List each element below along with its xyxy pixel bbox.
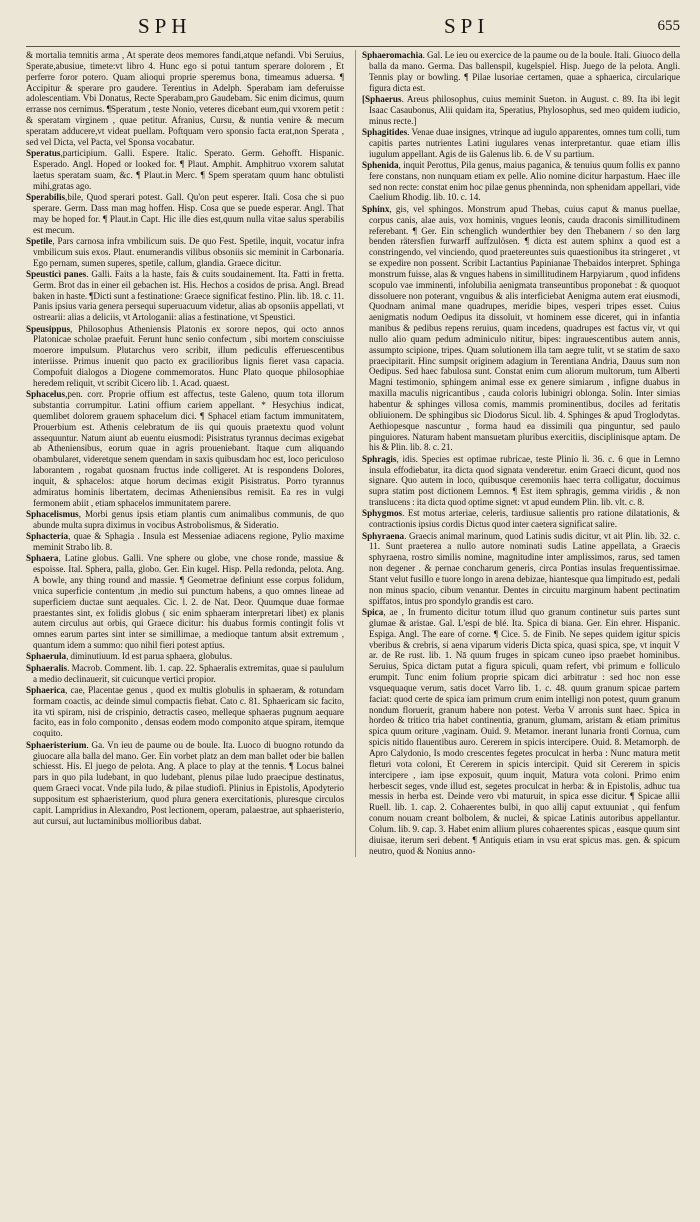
- entry-headword: Sphacelismus: [26, 508, 79, 519]
- entry-headword: Sphaeristerium: [26, 739, 87, 750]
- entry-text: . Galli. Faits a la haste, fais & cuits soudainement. Ita. Fatti in fretta. Germ. Brot das in einer eil gebachen ist. His. Hechos a cosidos de prisa. Angl. Bread baken in haste. ¶Dicti sunt a festinatione: Graece significat festino. Plin. lib. 18. c. 11. Panis ipsius varia genera persequi superuacuum videtur, alias ab opsoniis appellati, vt ostrearii: alias a deliciis, vt Artologanii: alias a festinatione, vt Speustici.: [33, 268, 344, 323]
- dictionary-entry: [26, 663, 344, 685]
- entry-headword: Speusticì panes: [26, 268, 87, 279]
- running-head-left: SPH: [138, 14, 192, 38]
- dictionary-entry: [362, 94, 680, 127]
- dictionary-entry: [26, 269, 344, 323]
- entry-text: , Morbi genus ipsis etiam plantis cum animalibus communis, de quo abunde multa supra diximus in vocibus Astrobolismus, & Sideratio.: [33, 508, 344, 530]
- entry-headword: Sphagitides: [362, 126, 408, 137]
- dictionary-entry: [26, 324, 344, 389]
- entry-headword: Spetile: [26, 235, 53, 246]
- running-head-right: SPI: [444, 14, 490, 38]
- dictionary-entry: [26, 553, 344, 651]
- entry-text: ,bile, Quod sperari potest. Gall. Qu'on peut esperer. Itali. Cosa che si puo sperare. Germ. Dass man mag hoffen. Hisp. Cosa que se puede esperar. Angl. That may be hoped for. ¶ Plaut.in Capt. Hic ille dies est,quum nulla vitae salus sperabilis est mecum.: [33, 191, 344, 235]
- dictionary-entry: [26, 651, 344, 662]
- entry-text: , ae , In frumento dicitur totum illud quo granum continetur suis partes sunt glumae & aristae. Gal. L'espi de blé. Ita. Spica di biana. Ger. Ein ehrer. Hispanic. Espiga. Angl. The eare of corne. ¶ Cice. 5. de Finib. Ne sepes quidem igitur spicis vberibus & crebris, si aena viparum videris Dicta spica, quasi spica, spe, vt inquit V ar. de Re rust. lib. 1. Nā quum fruges in spicam cuneo ipso praebet hominibus. Seruius, Spica dictam putat a figura spiculi, quam refert, vbi primum e folliculo erumpit. Tunc enim folium proprie spicam dici arbitratur : sed hoc non esse vsquequaque verum, satis docet Varro lib. 1. c. 48. quum granum spicae partem faciat: quod certe de spica iam primum crum enim intelligi non potest, quum granum nondum floruerit, granum habere non potest. Verba V arronis sunt haec. Spica in hordeo & tritico tria habet continentia, granum, glumam, aristam & etiam primitus spica quum oriture ,vaginam. Ouid. 9. Metamor. inerant lunaria fronti Cornua, cum spicis nitido flauentibus auro. Cererem in spicis intercipere. Ouid. 8. Metamorph. de Apro Calydonio, Is modo crescentes fegetes proculcat in herba : Nunc matura metit fleturi vota coloni, Et Cererem in spicis intercipit. Quid sit Cererem in spicis intercipere , iam ipse exposuit, quum inquit, Matura vota coloni. Primo enim herbescit seges, vnde illud est, segetes proculcat in herba: & in Epistolis, adhuc tua messis in herba est. Deinde vero vbi maturuit, in spica esse dicitur. ¶ Spicae allii Ruell. lib. 1. cap. 2. Cohaerentes bulbi, in quo allij caput extuuniat , qui fenfum conum nouam creant bolbolem, & nuclei, & spicae Latinis autoribus appellantur. Colum. lib. 9. cap. 3. Habet enim allium plures cohaerentes spicas , easque quum sint diuisae, iterum seri debent. ¶ Antiquis etiam in vsu erat spicus mas. gen. & spicum neutro, quod & Nonius anno-: [369, 607, 680, 856]
- entry-text: , quae & Sphagia . Insula est Messeniae adiacens regione, Pylio maxime meminit Strabo lib. 8.: [33, 531, 344, 552]
- dictionary-entry: [362, 454, 680, 508]
- dictionary-entry: [362, 127, 680, 160]
- entry-headword: Sphaeromachia: [362, 50, 423, 60]
- entry-headword: Sphaeralis: [26, 662, 68, 673]
- dictionary-entry: [26, 531, 344, 553]
- entry-text: , inquit Perottus, Pila genus, maius paganica, & tenuius quum follis ex panno fere constans, non nunquam etiam ex pelle. Alio nomine dicitur harpastum. Haec ille sed non recte: constat enim hoc pilae genus phenninda, non sphenidam appellari, vide Caelium Rhodig. lib. 10. c. 14.: [369, 159, 680, 203]
- entry-headword: Sphyraena: [362, 530, 405, 541]
- entry-text: , Latine globus. Galli. Vne sphere ou globe, vne chose ronde, massiue & espoisse. Ital. Sphera, palla, globo. Ger. Ein kugel. Hisp. Pella redonda, pelota. Ang. A bowle, any thing round and massie. ¶ Geometrae definiunt esse corpus folidum, vnica superficie contentum ,in medio sui punctum habens, a quo omnes lineae ad superficiem ductae sunt aequales. Cic. l. 2. de Nat. Deor. Quumque duae formae praestantes sint, ex folidis globus ( sic enim sphaeram interpretari libet) ex planis autem circulus aut orbis, qui Graece dicitur: his duabus formis contingit folis vt omnes earum partes sint inter se simillimae, a medioque tantum absit extremum , quantum idem a summo: quo nihil fieri potest aptius.: [33, 553, 344, 651]
- entry-headword: Sphacteria: [26, 531, 69, 542]
- text-columns: [26, 50, 680, 857]
- running-head: [26, 8, 680, 47]
- entry-headword: Sphragis: [362, 453, 397, 464]
- dictionary-entry: [362, 204, 680, 453]
- page-number: 655: [657, 18, 680, 34]
- entry-text: . Macrob. Comment. lib. 1. cap. 22. Sphaeralis extremitas, quae si paululum a medio declinauerit, sit cuicunque vertici propior.: [33, 662, 344, 684]
- dictionary-entry: [362, 508, 680, 530]
- dictionary-entry: [362, 607, 680, 856]
- left-column: [26, 50, 344, 857]
- entry-text: . Ga. Vn ieu de paume ou de boule. Ita. Luoco di buogno rotundo da giuocare alla balla del mano. Ger. Ein vorbet platz an dem man ballet oder bie ballen schiesst. His. El juego de pelota. Ang. A place to play at the tennis. ¶ Locus balnei pars in quo pila ludebant, in quo ludebant, plenus pilae ludo praecipue destinatus, quem Graeci vocat. Vnde pila ludo, & pilae studiofi. Plinius in Epistolis, Apodyterio suppositum est sphaeristerium, quod plura genera exercitationis, pluresque circulos capit. Lampridius in Alexandro, Post lectionem, operam, palaestrae, aut sphaeristerio, aut cursui, aut luctaminibus mollioribus dabat.: [33, 739, 344, 826]
- entry-headword: Sphaerica: [26, 684, 66, 695]
- entry-text: . Graecis animal marinum, quod Latinis sudis dicitur, vt ait Plin. lib. 32. c. 11. Sunt praeterea a nullo autore nominati sudis Latine appellata, a Graecis sphyraena, rostro similis nomine, magnitudine inter amplissimos, rarus, sed tamen non degener . & pernae concharum generis, circa Pontias insulas frequentissimae. Stant velut fusillo e tuore longo in arena debizae, hiantesque qua limpitudo est, pedali non minus spacio, cibum venantur. Dentes in circuitu marginum habent pectinatim spiffatos, intus pro spondylo grandis est caro.: [369, 530, 680, 606]
- entry-text: ,pen. corr. Proprie offium est affectus, teste Galeno, quum tota illorum substantia corrumpitur. Latini offium cariem appellant. * Hesychius indicat, quemlibet dolorem grauem sphacelum dici. ¶ Sphacel etiam factum immunitatem, Prouerbium est. Athenis celebratum de iis qui quouis praetextu quod volunt assequuntur. Natum aiunt ab euentu eiusmodi: Pisistratus tyrannus decimas exigebat ab Atheniensibus, eorum quae in agris proueniebant. Itaque cum aliquando obambularet, videretque senem quendam in saxis quibusdam hoc est, loco periculoso laborantem , rogabat quosnam fructus inde colligeret. At is respondens Dolores, inquit, & sphacelos: atque horum decimas exigit Pisistratus. Porro tyrannus admiratus hominis libertatem, decimas Atheniensibus remisit. Ea res in vulgi fermonem abiit , etiam sphacelos immunitatem parere.: [33, 389, 344, 508]
- entry-headword: Sphenida: [362, 159, 399, 170]
- entry-headword: Sphacelus: [26, 389, 66, 400]
- entry-headword: Sphygmos: [362, 508, 403, 519]
- entry-text: , Pars carnosa infra vmbilicum suis. De quo Fest. Spetile, inquit, vocatur infra vmbilicum suis exos. Plaut. enumerandis vilibus obsoniis sic meminit in Carbonaria. Ego pernam, sumen superes, spetile, callum, glandia. Graece dicitur.: [33, 235, 344, 268]
- entry-text: , diminutiuum. Id est parua sphaera, globulus.: [66, 651, 233, 662]
- entry-headword: Sphinx: [362, 203, 390, 214]
- entry-headword: Sperabilis: [26, 191, 66, 202]
- dictionary-entry: [26, 389, 344, 508]
- right-column: [362, 50, 680, 857]
- dictionary-entry: [362, 160, 680, 203]
- entry-text: & mortalia temnitis arma , At sperate deos memores fandi,atque nefandi. Vbi Seruius, Sperate,abusiue, timete:vt libro 4. Hunc ego si potui tantum sperare dolorem , Et perferre foror potero. Quam alioqui proprie speremus bona, timeamus aduersa. ¶ Accipitur & sperare pro gaudere. Terentius in Adelph. Sperabam iam deferuisse adolescentiam. Vbi Donatus, Recte Sperabam,pro Gaudebam. Sic enim dicimus, quum errasse nos cernimus. ¶Speratum , teste Nonio, veteres dicebant eum,qui vxorem petit : & speratam virginem , quae petitur. Afranius, Cursu, & nuntia venire & mecum speratam adducere,vt videat puellam. Poftquam vero sponsio facta erat,non Sperata , sed vel Dicta, vel Pacta, vel Sponsa vocabatur.: [26, 50, 344, 147]
- entry-text: . Venae duae insignes, vtrinque ad iugulo apparentes, omnes tum colli, tum capitis partes nutrientes Latini iugulares venas interpretantur. quae etiam illis iugulum appellant. Agis de iis Galenus lib. 6. de V su partium.: [369, 126, 680, 159]
- entry-headword: [Sphaerus: [362, 93, 402, 104]
- entry-text: , Philosophus Atheniensis Platonis ex sorore nepos, qui octo annos Platonicae scholae praefuit. Ferunt hunc senio confectum , sibi mortem consciuisse moerore impulsum. Plutarchus vero scribit, illum pediculis efferuescentibus interiisse. Primus inuenit quo pacto ex gracilioribus lignis fieret vasa capacia. Compofuit dialogos a Diogene commemoratos. Hunc Plato quoque philosophiae heredem reliquit, vt scribit Cicero lib. 1. Acad. quaest.: [33, 323, 344, 388]
- entry-headword: Sphaera: [26, 553, 59, 564]
- dictionary-entry: [362, 50, 680, 93]
- entry-headword: Speratus: [26, 148, 61, 159]
- entry-text: . Est motus arteriae, celeris, tardiusue salientis pro ratione dilatationis, & contractionis ipsius cordis Dictus quod inter caetera significat salire.: [369, 508, 680, 530]
- dictionary-entry: [26, 509, 344, 531]
- entry-text: ,participium. Galli. Espere. Italic. Sperato. Germ. Gehofft. Hispanic. Esperado. Angl. Hoped or looked for. ¶ Plaut. Amphit. Amphitruo vxorem salutat laetus speratam suam, &c. ¶ Plaut.in Merc. ¶ Spem speratam quum hanc obtulisti mihi,gratas ago.: [33, 148, 344, 191]
- dictionary-entry: [26, 685, 344, 739]
- dictionary-entry: [26, 236, 344, 269]
- entry-text: , cae, Placentae genus , quod ex multis globulis in sphaeram, & rotundam formam coactis, ac deinde simul compactis fiebat. Cato c. 81. Sphaericam sic facito, ita vti spiram, nisi de crispinio, detractis caseo, melleque sphaeras pugnum aequare facito, eas in folo componito , densas eodem modo componito atque spiram, itemque coquito.: [33, 684, 344, 739]
- entry-text: , idis. Species est optimae rubricae, teste Plinio li. 36. c. 6 que in Lemno insula effodiebatur, ita dicta quod signata venderetur. enim Graeci dicunt, quod nos signare. Quo autem in loco, quibusque ceremoniis haec terra colligatur, docuimus supra statim post dictionem Lemnos. ¶ Est item sphragis, gemma viridis , & non translucens : ita dicta quod optime signet: vt apud eundem Plin. lib. vlt. c. 8.: [369, 453, 680, 508]
- entry-text: . Gal. Le ieu ou exercice de la paume ou de la boule. Itali. Giuoco della balla da mano. Germa. Das ballenspil, kugelspiel. Hisp. Juego de la pelota. Angli. Tennis play or bowling. ¶ Pilae lusoriae certamen, quae a sphaerica, circularique figura dicta est.: [369, 50, 680, 93]
- entry-text: . Areus philosophus, cuius meminit Sueton. in August. c. 89. Ita ibi legit Isaac Casaubonus, Alii quidam ita, Speratius, Phylosophus, sed meo quidem iudicio, minus recte.]: [369, 93, 680, 126]
- dictionary-entry: [26, 192, 344, 235]
- dictionary-entry: [26, 50, 344, 148]
- entry-headword: Speusippus: [26, 323, 71, 334]
- entry-headword: Sphaerula: [26, 651, 67, 662]
- dictionary-entry: [26, 740, 344, 827]
- entry-text: , gis, vel sphingos. Monstrum apud Thebas, cuius caput & manus puellae, corpus canis, alae auis, vox hominis, vngues leonis, cauda draconis simillitudinem referebant. ¶ Ger. Ein schenglich wunderthier bey den Thebanern / so den larg benden rätersfien furwarff auffzulösen. ¶ dicta est autem sphinx a quod est a constringendo, vel vinciendo, quod praetereuntes suis quaestionibus ita stringeret , vt se expedire non possent. Scribit Lactantius Papinianae Thebaidos interpret. Sphinga monstrum fuisse, alas & vngues habens in simillitudinem Harpyiarum , quod infidens scopulo vae imminenti, infolubilia aenigmata transeuntibus proponebat : & quoquot dissoluere non poterant, vnguibus & alis interficiebat Aenigma autem erat eiusmodi, Quodnam animal mane quadrupes, meridie bipes, vesperi tripes esset. Cuius aenigmatis nodum Oedipus ita dissoluit, vt hominem esse diceret, qui in infantia manibus & pedibus repens reruius, quam incedens, quadrupes est factus vir, vt qui nullo alio quam pedum adminiculo nititur, bipes: ingrauescentibus autem annis, assumpto scipione, tripes. Quam solutionem illa tam aegre tulit, vt se statim de saxo praecipitarit. Hinc sumpsit originem adagium in Terentiana Andria, Dauus sum non Oedipus. Sed haec fabulosa sunt. Constat enim cum aliorum multorum, tum Alberti Magni testimonio, sphingem animal esse ex genere simiarum , infigne duabus in maxilla maculis nigricantibus , cauda coloris lubinigri oblonga. Solin. Inter simias habentur & sphinges villosa comis, mammis prominentibus, dociles ad feritatis obliuionem. De sphingibus sic Diodorus Sicul. lib. 4. Sphinges & apud Troglodytas. Aethiopesque nascuntur , forma haud ea dissimili qua pinguntur, sed paulo pinguiores. Naturam habent mansuetam pluribus exercitiis, disciplinisque aptam. De his & Plin. lib. 8. c. 21.: [369, 203, 680, 453]
- dictionary-entry: [26, 148, 344, 191]
- column-divider: [355, 50, 356, 857]
- dictionary-entry: [362, 531, 680, 607]
- entry-headword: Spica: [362, 607, 384, 618]
